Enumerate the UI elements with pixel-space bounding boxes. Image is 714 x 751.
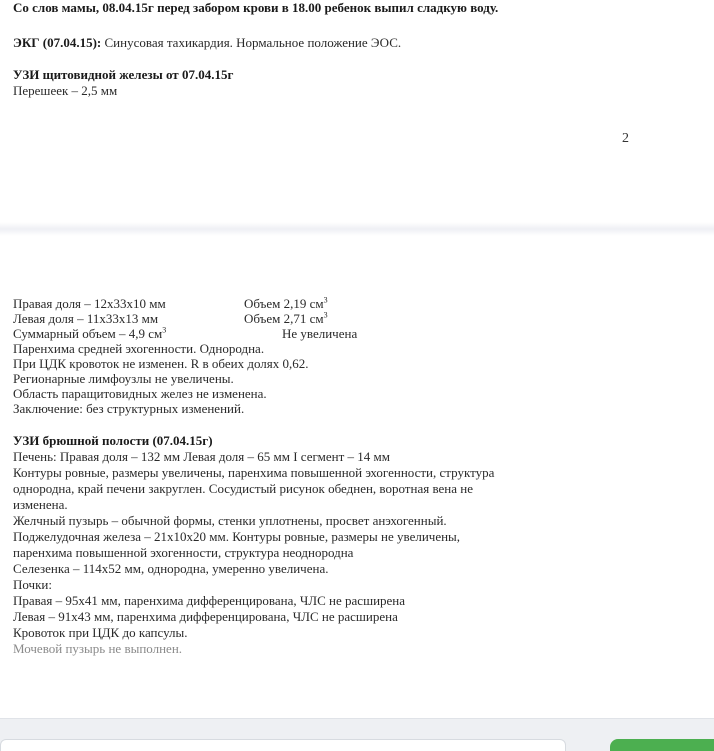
not-enlarged: Не увеличена [282,326,358,341]
ekg-label: ЭКГ (07.04.15): [13,35,102,50]
right-lobe-line: Правая доля – 12х33х10 мм [13,296,166,311]
thyroid-line: При ЦДК кровоток не изменен. R в обеих долях 0,62. [13,356,309,371]
left-volume-text: Объем 2,71 см [244,311,324,326]
abdomen-line: паренхима повышенной эхогенности, структура неоднородна [13,545,354,560]
abdomen-line: Левая – 91х43 мм, паренхима дифференцирована, ЧЛС не расширена [13,609,398,624]
abdomen-line: Поджелудочная железа – 21х10х20 мм. Контуры ровные, размеры не увеличены, [13,529,461,544]
total-volume-text: Суммарный объем – 4,9 см [13,326,163,341]
left-lobe-line: Левая доля – 11х33х13 мм [13,311,159,326]
right-volume [244,296,328,311]
thyroid-line: Паренхима средней эхогенности. Однородна. [13,341,265,356]
left-volume-sup: 3 [323,310,328,320]
abdomen-line: однородна, край печени закруглен. Сосудистый рисунок обеднен, воротная вена не [13,481,473,496]
reply-input[interactable] [0,739,566,751]
abdomen-line: Правая – 95х41 мм, паренхима дифференцирована, ЧЛС не расширена [13,593,406,608]
abdomen-line: изменена. [13,497,68,512]
abdomen-line: Мочевой пузырь не выполнен. [13,641,183,656]
thyroid-line: Регионарные лимфоузлы не увеличены. [13,371,234,386]
abdomen-line: Кровоток при ЦДК до капсулы. [13,625,188,640]
thyroid-title: УЗИ щитовидной железы от 07.04.15г [13,67,234,82]
thyroid-line: Заключение: без структурных изменений. [13,401,245,416]
abdomen-line: Печень: Правая доля – 132 мм Левая доля – 65 мм I сегмент – 14 мм [13,449,390,464]
right-volume-sup: 3 [323,295,328,305]
send-button[interactable] [610,739,714,751]
abdomen-title: УЗИ брюшной полости (07.04.15г) [13,433,213,448]
left-volume [244,311,328,326]
abdomen-line: Селезенка – 114х52 мм, однородна, умеренно увеличена. [13,561,329,576]
total-volume-line [13,326,166,341]
header-note: Со слов мамы, 08.04.15г перед забором крови в 18.00 ребенок выпил сладкую воду. [13,0,499,15]
ekg-text: Синусовая тахикардия. Нормальное положение ЭОС. [104,35,402,50]
abdomen-line: Желчный пузырь – обычной формы, стенки уплотнены, просвет анэхогенный. [13,513,447,528]
abdomen-line: Контуры ровные, размеры увеличены, паренхима повышенной эхогенности, структура [13,465,495,480]
isthmus-line: Перешеек – 2,5 мм [13,83,118,98]
total-volume-sup: 3 [162,325,167,335]
page-number: 2 [622,131,629,146]
abdomen-line: Почки: [13,577,52,592]
thyroid-line: Область паращитовидных желез не изменена. [13,386,267,401]
ekg-line [13,35,401,50]
right-volume-text: Объем 2,19 см [244,296,324,311]
page-break-shadow [0,222,714,236]
